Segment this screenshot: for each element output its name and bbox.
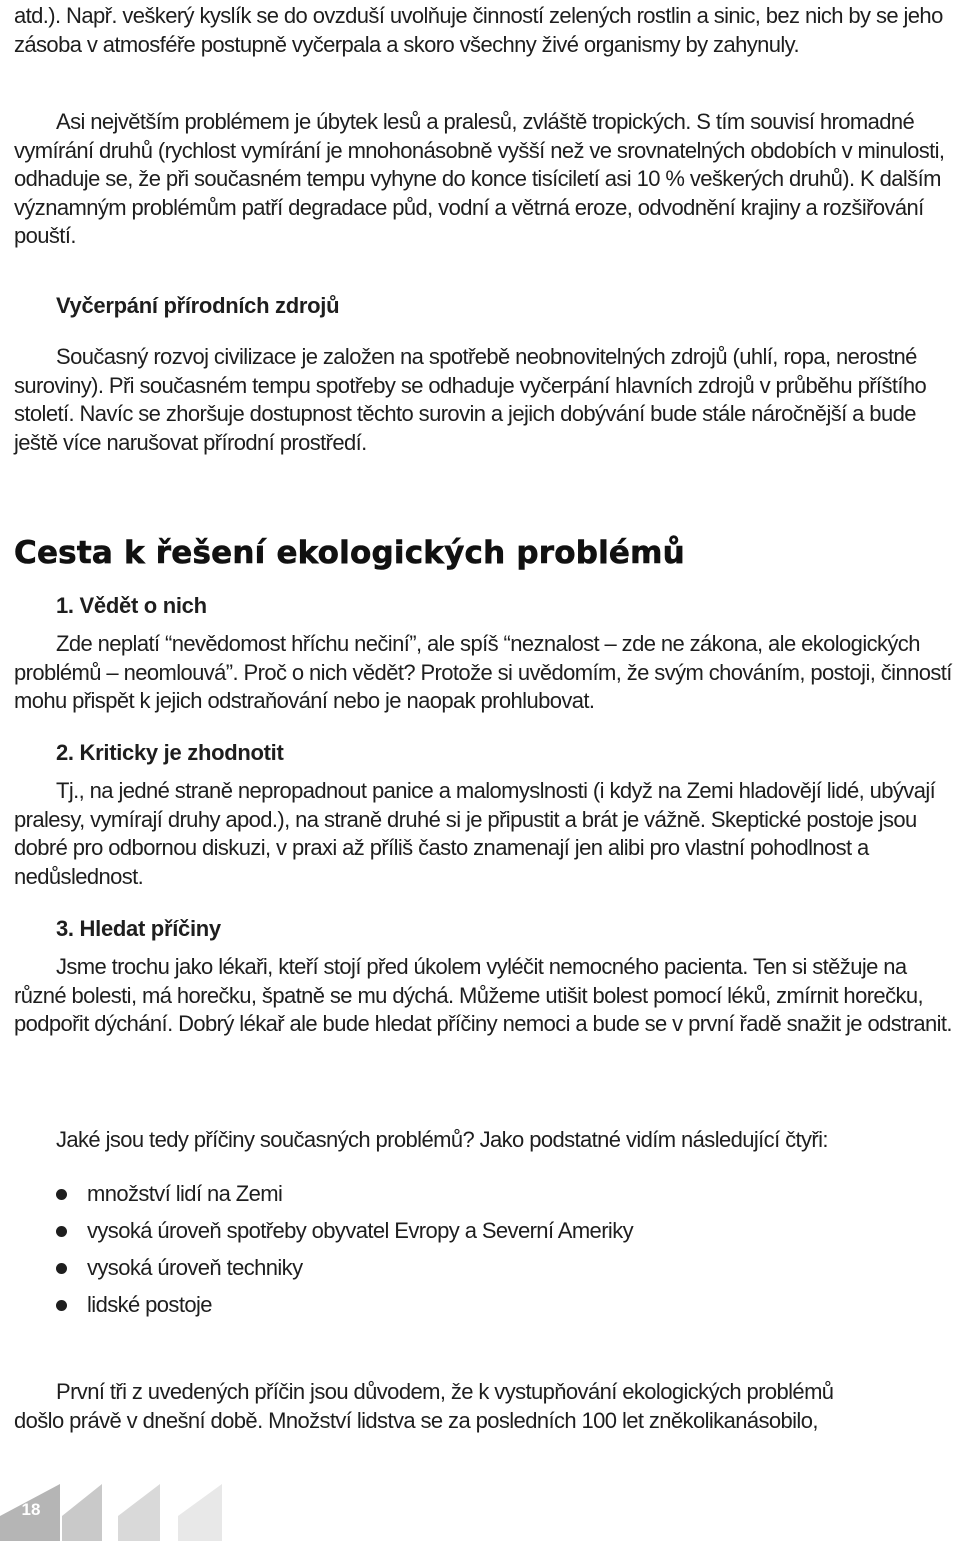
page-number: 18: [21, 1500, 41, 1519]
section-title: Cesta k řešení ekologických problémů: [14, 535, 685, 571]
step-3-paragraph: Jsme trochu jako lékaři, kteří stojí před úkolem vyléčit nemocného pacienta. Ten si stěžuje na různé bolesti, má horečku, špatně se mu dýchá. Můžeme utišit bolest pomocí léků, zmírnit horečku, podpořit dýchání. Dobrý lékař ale bude hledat příčiny nemoci a bude se v první řadě snažit je odstranit.: [14, 954, 952, 1036]
bullet-icon: [56, 1300, 67, 1311]
forests-paragraph: Asi největším problémem je úbytek lesů a pralesů, zvláště tropických. S tím souvisí hromadné vymírání druhů (rychlost vymírání je mnohonásobně vyšší než ve srovnatelných obdobích v minulosti, odhaduje se, že při současném tempu vyhyne do konce tisíciletí asi 10 % veškerých druhů). K dalším významným problémům patří degradace půd, vodní a větrná eroze, odvodnění krajiny a rozšiřování pouští.: [14, 109, 945, 248]
arrow-left-icon: [62, 1484, 102, 1541]
intro-continuation-paragraph: atd.). Např. veškerý kyslík se do ovzduší uvolňuje činností zelených rostlin a sinic, bez nich by se jeho zásoba v atmosféře postupně vyčerpala a skoro všechny živé organismy by zahynuly.: [14, 3, 943, 57]
step-1-paragraph: Zde neplatí “nevědomost hříchu nečiní”, ale spíš “neznalost – zde ne zákona, ale ekologických problémů – neomlouvá”. Proč o nich vědět? Protože si uvědomím, že svým chováním, postoji, činností mohu přispět k jejich odstraňování nebo je naopak prohlubovat.: [14, 631, 952, 713]
bullet-icon: [56, 1226, 67, 1237]
step-2-heading: 2. Kriticky je zhodnotit: [56, 740, 284, 765]
list-item-text: množství lidí na Zemi: [87, 1181, 283, 1206]
resources-heading: Vyčerpání přírodních zdrojů: [56, 293, 340, 318]
closing-line-1: První tři z uvedených příčin jsou důvodem, že k vystupňování ekologických problémů: [56, 1379, 834, 1404]
arrow-left-icon: [178, 1484, 222, 1541]
step-3-heading: 3. Hledat příčiny: [56, 916, 221, 941]
closing-line-2: došlo právě v dnešní době. Množství lidstva se za posledních 100 let zněkolikanásobilo,: [14, 1408, 818, 1433]
arrow-left-icon: [118, 1484, 160, 1541]
step-1-heading: 1. Vědět o nich: [56, 593, 207, 618]
list-item-text: lidské postoje: [87, 1292, 212, 1317]
list-item-text: vysoká úroveň spotřeby obyvatel Evropy a Severní Ameriky: [87, 1218, 634, 1243]
causes-question: Jaké jsou tedy příčiny současných problémů? Jako podstatné vidím následující čtyři:: [56, 1127, 828, 1152]
bullet-icon: [56, 1263, 67, 1274]
bullet-icon: [56, 1189, 67, 1200]
step-2-paragraph: Tj., na jedné straně nepropadnout panice a malomyslnosti (i když na Zemi hladovějí lidé, ubývají pralesy, vymírají druhy apod.), na straně druhé si je připustit a brát je vážně. Skeptické postoje jsou dobré pro odbornou diskuzi, v praxi až příliš často znamenají jen alibi pro vlastní pohodlnost a nedůslednost.: [14, 778, 936, 889]
list-item-text: vysoká úroveň techniky: [87, 1255, 303, 1280]
resources-paragraph: Současný rozvoj civilizace je založen na spotřebě neobnovitelných zdrojů (uhlí, ropa, nerostné suroviny). Při současném tempu spotřeby se odhaduje vyčerpání hlavních zdrojů v průběhu příštího století. Navíc se zhoršuje dostupnost těchto surovin a jejich dobývání bude stále náročnější a bude ještě více narušovat přírodní prostředí.: [14, 344, 927, 455]
